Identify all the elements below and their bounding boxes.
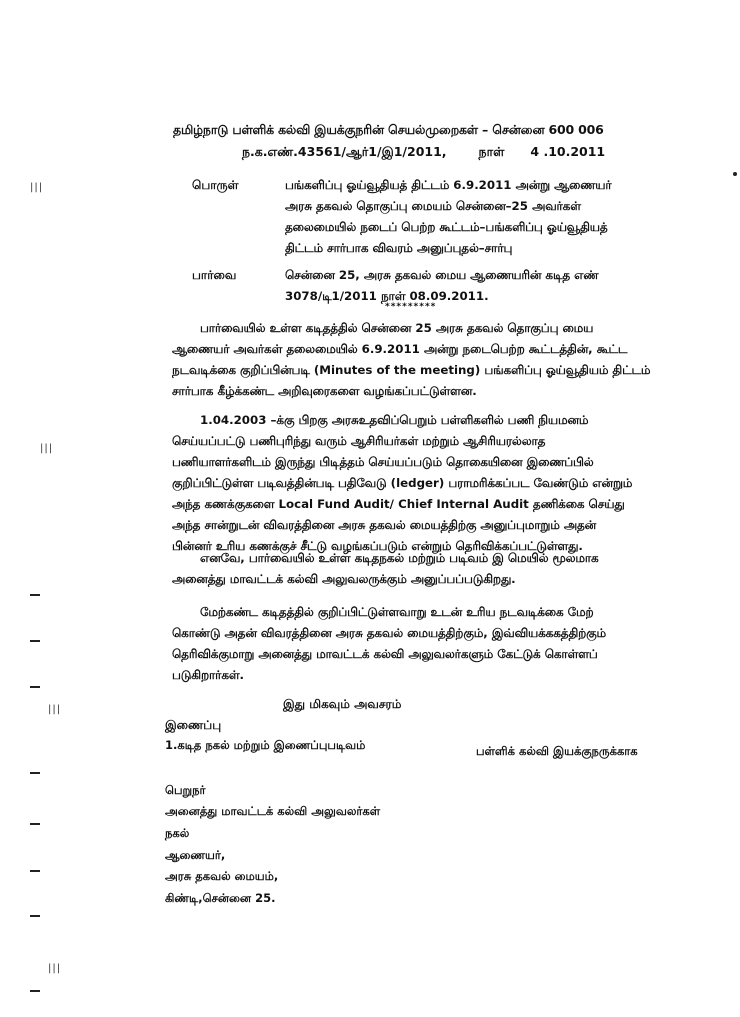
reference-line: 3078/டி1/2011 நாள் 08.09.2011. [285,289,489,303]
margin-dash-mark [30,772,40,774]
subject-line: பங்களிப்பு ஓய்வூதியத் திட்டம் 6.9.2011 அன்று ஆணையர் [285,178,612,192]
reference-number-line [242,144,605,161]
copy-line: அரசு தகவல் மையம், [165,869,279,883]
paragraph-line: படுகிறார்கள். [172,668,245,682]
paragraph-line: எனவே, பார்வையில் உள்ள கடிதநகல் மற்றும் படிவம் இ மெயில் மூலமாக [200,551,599,565]
reference-line: சென்னை 25, அரசு தகவல் மைய ஆணையரின் கடித எண் [285,268,599,282]
margin-tick-mark: ||| [48,704,62,715]
margin-dash-mark [30,990,40,992]
paragraph-line: மேற்கண்ட கடிதத்தில் குறிப்பிட்டுள்ளவாறு உடன் உரிய நடவடிக்கை மேற் [200,605,594,619]
paragraph-line: பணியாளர்களிடம் இருந்து பிடித்தம் செய்யப்படும் தொகையினை இணைப்பில் [172,455,594,469]
paragraph-line: நடவடிக்கை குறிப்பின்படி (Minutes of the meeting) பங்களிப்பு ஓய்வூதியம் திட்டம் [172,363,651,377]
paragraph-line: சார்பாக கீழ்க்கண்ட அறிவுரைகளை வழங்கப்பட்டுள்ளன. [172,384,477,398]
margin-dash-mark [30,686,40,688]
subject-text [285,175,615,259]
enclosure-label: இணைப்பு [165,718,222,732]
margin-dot-mark [733,172,737,176]
copy-line: ஆணையர், [165,848,226,862]
margin-tick-mark: ||| [30,182,44,193]
paragraph-line: ஆணையர் அவர்கள் தலைமையில் 6.9.2011 அன்று நடைபெற்ற கூட்டத்தின், கூட்ட [172,342,628,356]
paragraph-2 [172,410,682,557]
margin-dash-mark [30,640,40,642]
copy-heading: நகல் [165,826,190,840]
office-heading: தமிழ்நாடு பள்ளிக் கல்வி இயக்குநரின் செயல்முறைகள் – சென்னை 600 006 [173,122,604,137]
paragraph-line: குறிப்பிட்டுள்ள படிவத்தின்படி பதிவேடு (ledger) பராமரிக்கப்பட வேண்டும் என்றும் [172,476,633,490]
paragraph-1 [172,318,682,402]
recipient-heading: பெறுநர் [165,783,206,797]
margin-tick-mark: ||| [40,443,54,454]
date-label: நாள் [478,144,505,159]
enclosure-item: 1.கடித நகல் மற்றும் இணைப்புபடிவம் [165,738,366,752]
margin-tick-mark: ||| [48,963,62,974]
urgent-note: இது மிகவும் அவசரம் [283,697,402,711]
paragraph-line: அந்த கணக்குகளை Local Fund Audit/ Chief Internal Audit தணிக்கை செய்து [172,497,625,511]
margin-dash-mark [30,870,40,872]
date-value: 4 .10.2011 [530,144,606,159]
paragraph-line: 1.04.2003 –க்கு பிறகு அரசுஉதவிப்பெறும் பள்ளிகளில் பணி நியமனம் [200,413,589,427]
margin-dash-mark [30,823,40,825]
reference-label: பார்வை [192,268,237,282]
paragraph-line: அனைத்து மாவட்டக் கல்வி அலுவலருக்கும் அனுப்பப்படுகிறது. [172,572,516,586]
copy-line: கிண்டி,சென்னை 25. [165,891,276,905]
paragraph-3 [172,548,682,590]
subject-label: பொருள் [192,178,239,192]
reference-number: ந.க.எண்.43561/ஆர்1/இ1/2011, [242,144,447,159]
subject-line: அரசு தகவல் தொகுப்பு மையம் சென்னை–25 அவர்கள் [285,199,581,213]
paragraph-4 [172,602,682,686]
reference-text [285,265,615,307]
subject-line: திட்டம் சார்பாக விவரம் அனுப்புதல்–சார்பு [285,241,513,255]
paragraph-line: தெரிவிக்குமாறு அனைத்து மாவட்டக் கல்வி அலுவலர்களும் கேட்டுக் கொள்ளப் [172,647,598,661]
paragraph-line: கொண்டு அதன் விவரத்தினை அரசு தகவல் மையத்திற்கும், இவ்வியக்ககத்திற்கும் [172,626,607,640]
signature-line: பள்ளிக் கல்வி இயக்குநருக்காக [476,744,638,758]
margin-dash-mark [30,594,40,596]
paragraph-line: பார்வையில் உள்ள கடிதத்தில் சென்னை 25 அரசு தகவல் தொகுப்பு மைய [200,321,594,335]
subject-line: தலைமையில் நடைப் பெற்ற கூட்டம்–பங்களிப்பு ஓய்வூதியத் [285,220,608,234]
paragraph-line: அந்த சான்றுடன் விவரத்தினை அரசு தகவல் மையத்திற்கு அனுப்புமாறும் அதன் [172,518,597,532]
separator-stars: ********* [385,302,437,312]
margin-dash-mark [30,915,40,917]
recipient-line: அனைத்து மாவட்டக் கல்வி அலுவலர்கள் [165,804,381,818]
paragraph-line: செய்யப்பட்டு பணிபுரிந்து வரும் ஆசிரியர்கள் மற்றும் ஆசிரியரல்லாத [172,434,546,448]
paragraph-line: பின்னர் உரிய கணக்குச் சீட்டு வழங்கப்படும் என்றும் தெரிவிக்கப்பட்டுள்ளது. [172,539,583,553]
